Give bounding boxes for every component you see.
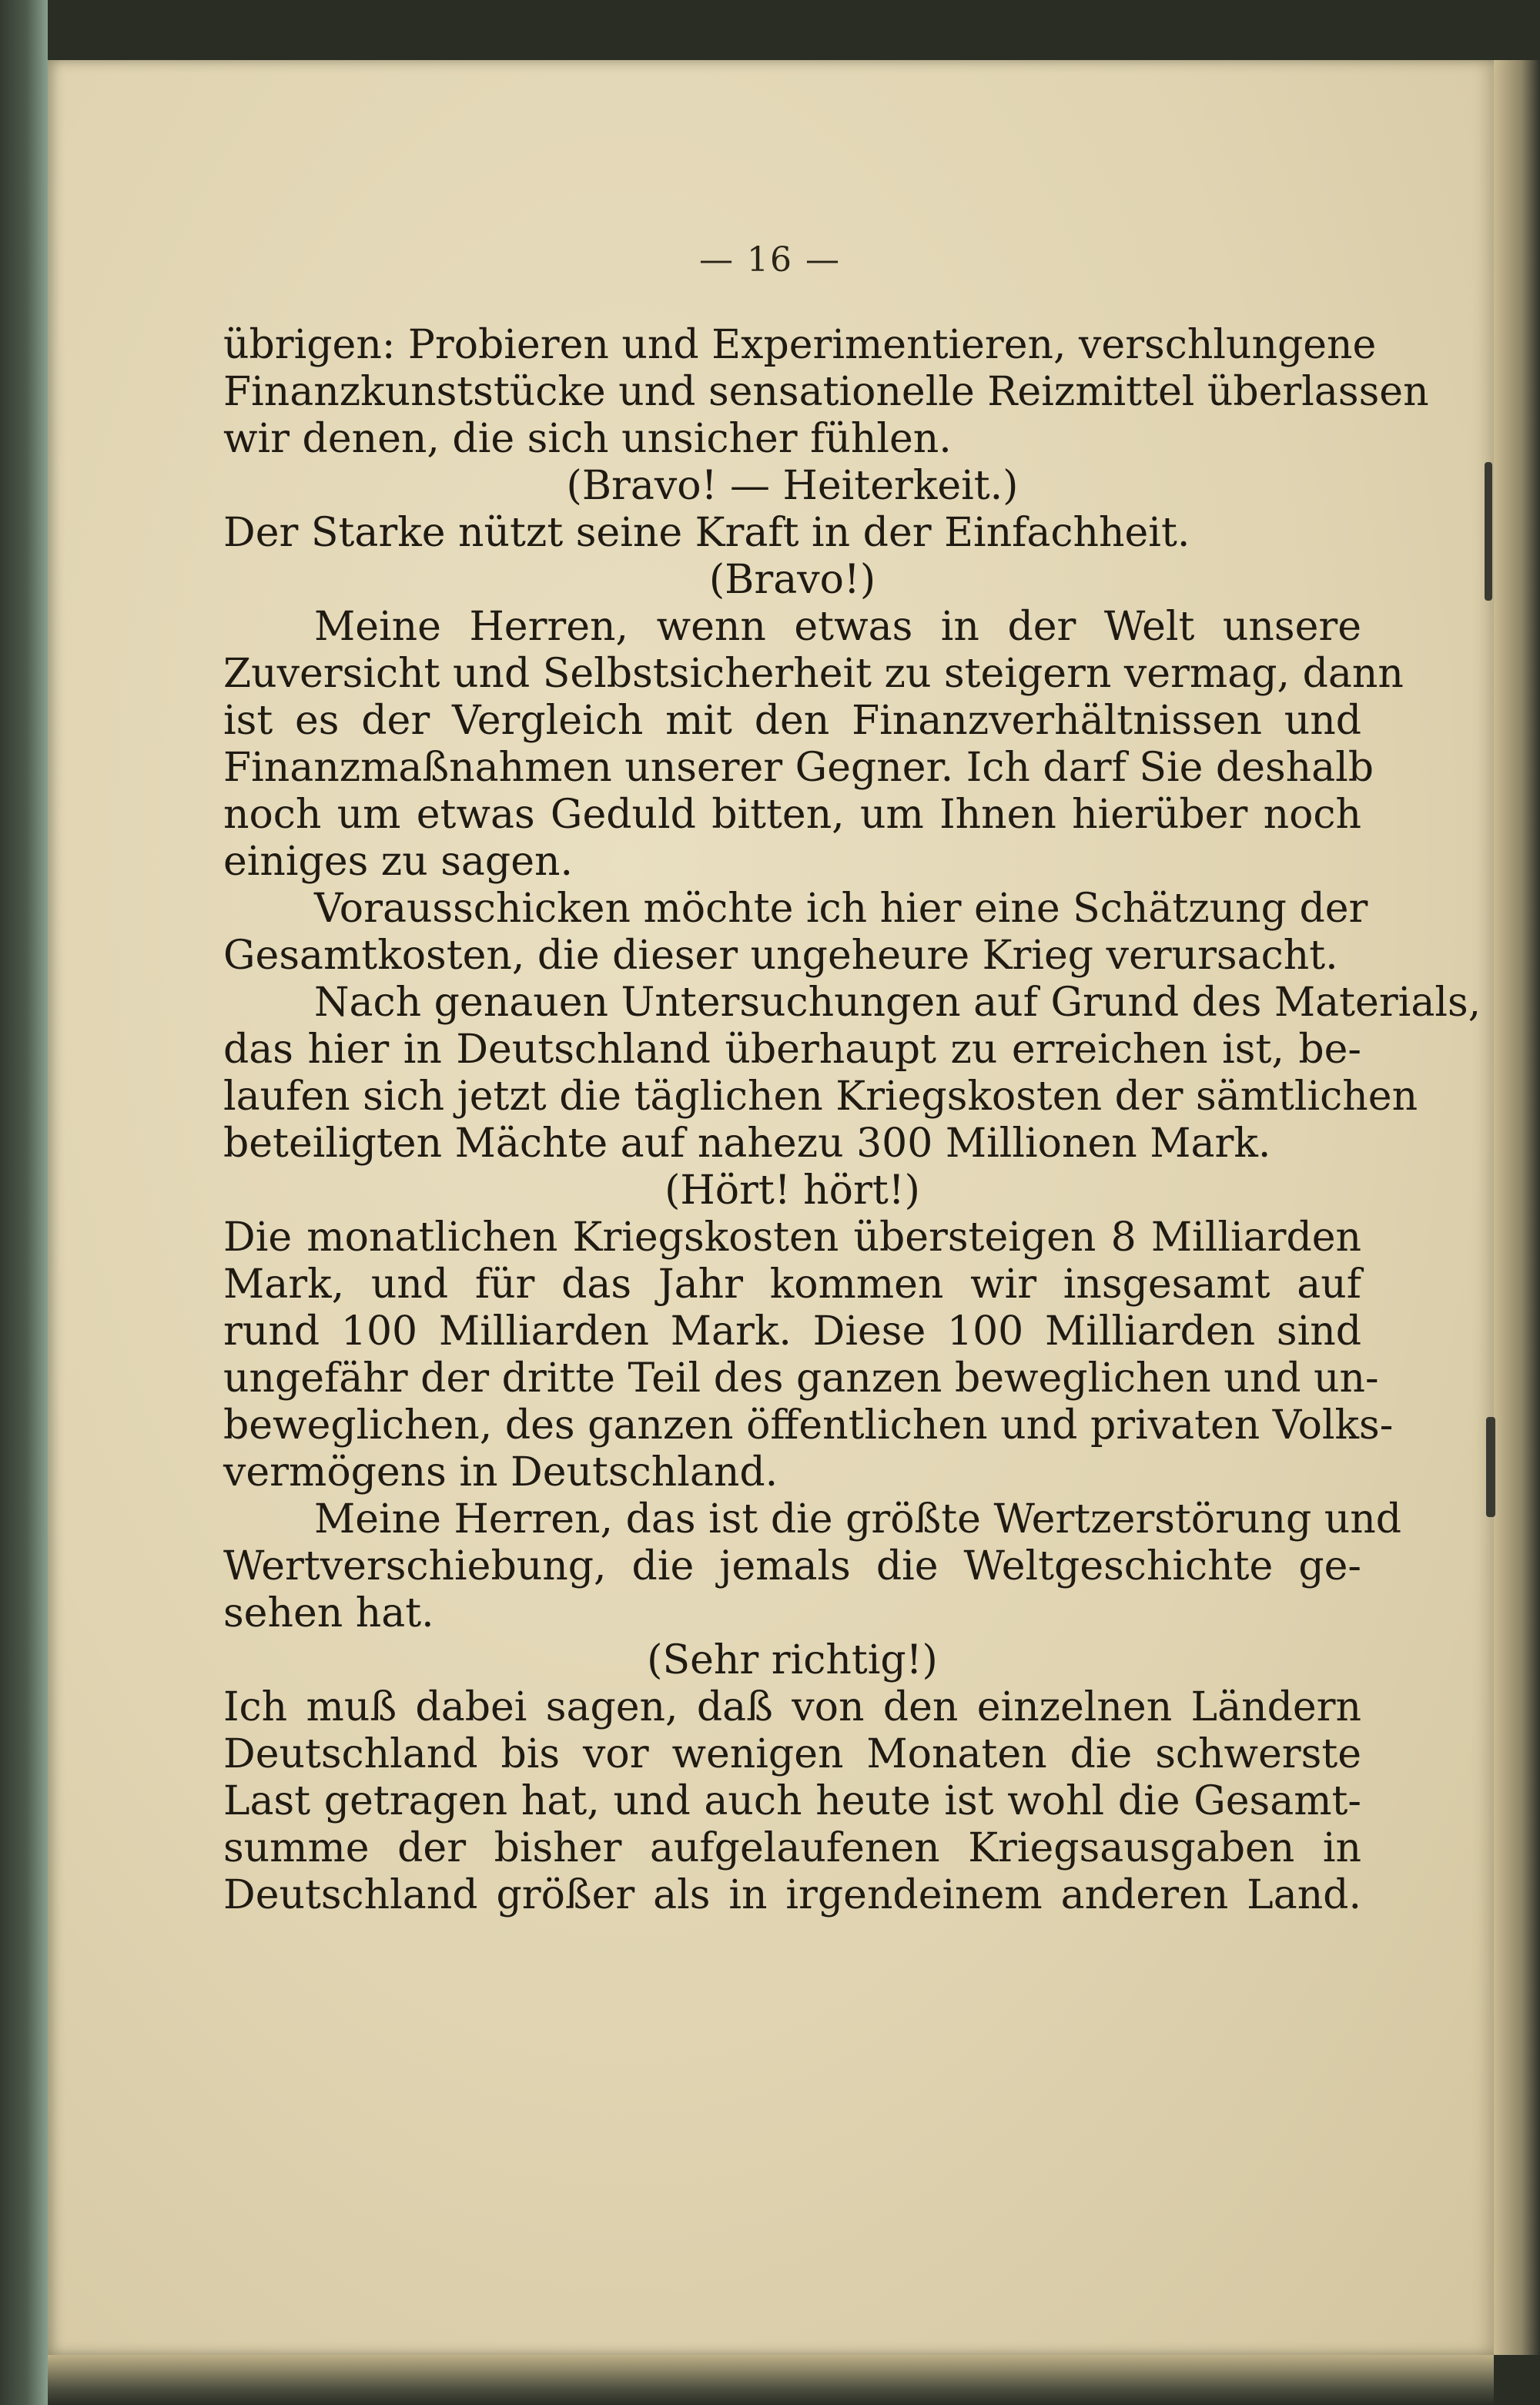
text-line: Ich muß dabei sagen, daß von den einzelnen Ländern [223, 1684, 1361, 1730]
text-line: übrigen: Probieren und Experimentieren, verschlungene [223, 322, 1377, 368]
text-line: Finanzmaßnahmen unserer Gegner. Ich darf Sie deshalb [223, 745, 1374, 791]
text-line: Zuversicht und Selbstsicherheit zu steigern vermag, dann [223, 651, 1404, 697]
text-line: (Bravo! — Heiterkeit.) [566, 463, 1019, 509]
text-line: summe der bisher aufgelaufenen Kriegsausgaben in [223, 1825, 1361, 1871]
text-line: das hier in Deutschland überhaupt zu erreichen ist, be- [223, 1027, 1361, 1073]
binding-mark [1485, 462, 1492, 601]
text-line: Finanzkunststücke und sensationelle Reizmittel überlassen [223, 369, 1429, 415]
text-line: Der Starke nützt seine Kraft in der Einfachheit. [223, 510, 1190, 556]
text-line: vermögens in Deutschland. [223, 1449, 778, 1496]
page-bottom-edge [48, 2355, 1494, 2405]
text-line: Meine Herren, wenn etwas in der Welt unsere [314, 604, 1361, 650]
binding-mark [1486, 1417, 1495, 1517]
text-line: ungefähr der dritte Teil des ganzen beweglichen und un- [223, 1355, 1379, 1402]
text-line: Nach genauen Untersuchungen auf Grund des Materials, [314, 980, 1481, 1026]
text-line: laufen sich jetzt die täglichen Kriegskosten der sämtlichen [223, 1074, 1418, 1120]
text-line: Wertverschiebung, die jemals die Weltgeschichte ge- [223, 1543, 1361, 1589]
text-line: einiges zu sagen. [223, 839, 573, 885]
text-line: Vorausschicken möchte ich hier eine Schätzung der [314, 886, 1368, 932]
text-line: sehen hat. [223, 1590, 434, 1636]
text-line: noch um etwas Geduld bitten, um Ihnen hierüber noch [223, 792, 1361, 838]
text-line: Deutschland bis vor wenigen Monaten die schwerste [223, 1731, 1361, 1777]
text-line: (Bravo!) [708, 557, 876, 603]
text-line: (Hört! hört!) [665, 1167, 920, 1214]
page-number: — 16 — [699, 240, 841, 280]
text-line: Gesamtkosten, die dieser ungeheure Krieg verursacht. [223, 933, 1338, 979]
text-line: Last getragen hat, und auch heute ist wohl die Gesamt- [223, 1778, 1361, 1824]
text-line: ist es der Vergleich mit den Finanzverhältnissen und [223, 698, 1361, 744]
body-text [223, 322, 1481, 1919]
text-line: wir denen, die sich unsicher fühlen. [223, 416, 952, 462]
text-line: Meine Herren, das ist die größte Wertzerstörung und [314, 1496, 1402, 1542]
text-line: beweglichen, des ganzen öffentlichen und privaten Volks- [223, 1402, 1394, 1449]
text-line: Die monatlichen Kriegskosten übersteigen 8 Milliarden [223, 1214, 1361, 1261]
text-line: Mark, und für das Jahr kommen wir insgesamt auf [223, 1261, 1361, 1308]
text-line: (Sehr richtig!) [647, 1637, 938, 1683]
book-spine [0, 0, 48, 2405]
text-line: beteiligten Mächte auf nahezu 300 Millionen Mark. [223, 1120, 1271, 1167]
text-line: rund 100 Milliarden Mark. Diese 100 Milliarden sind [223, 1308, 1361, 1355]
page-edge [1494, 60, 1540, 2355]
text-line: Deutschland größer als in irgendeinem anderen Land. [223, 1872, 1361, 1918]
